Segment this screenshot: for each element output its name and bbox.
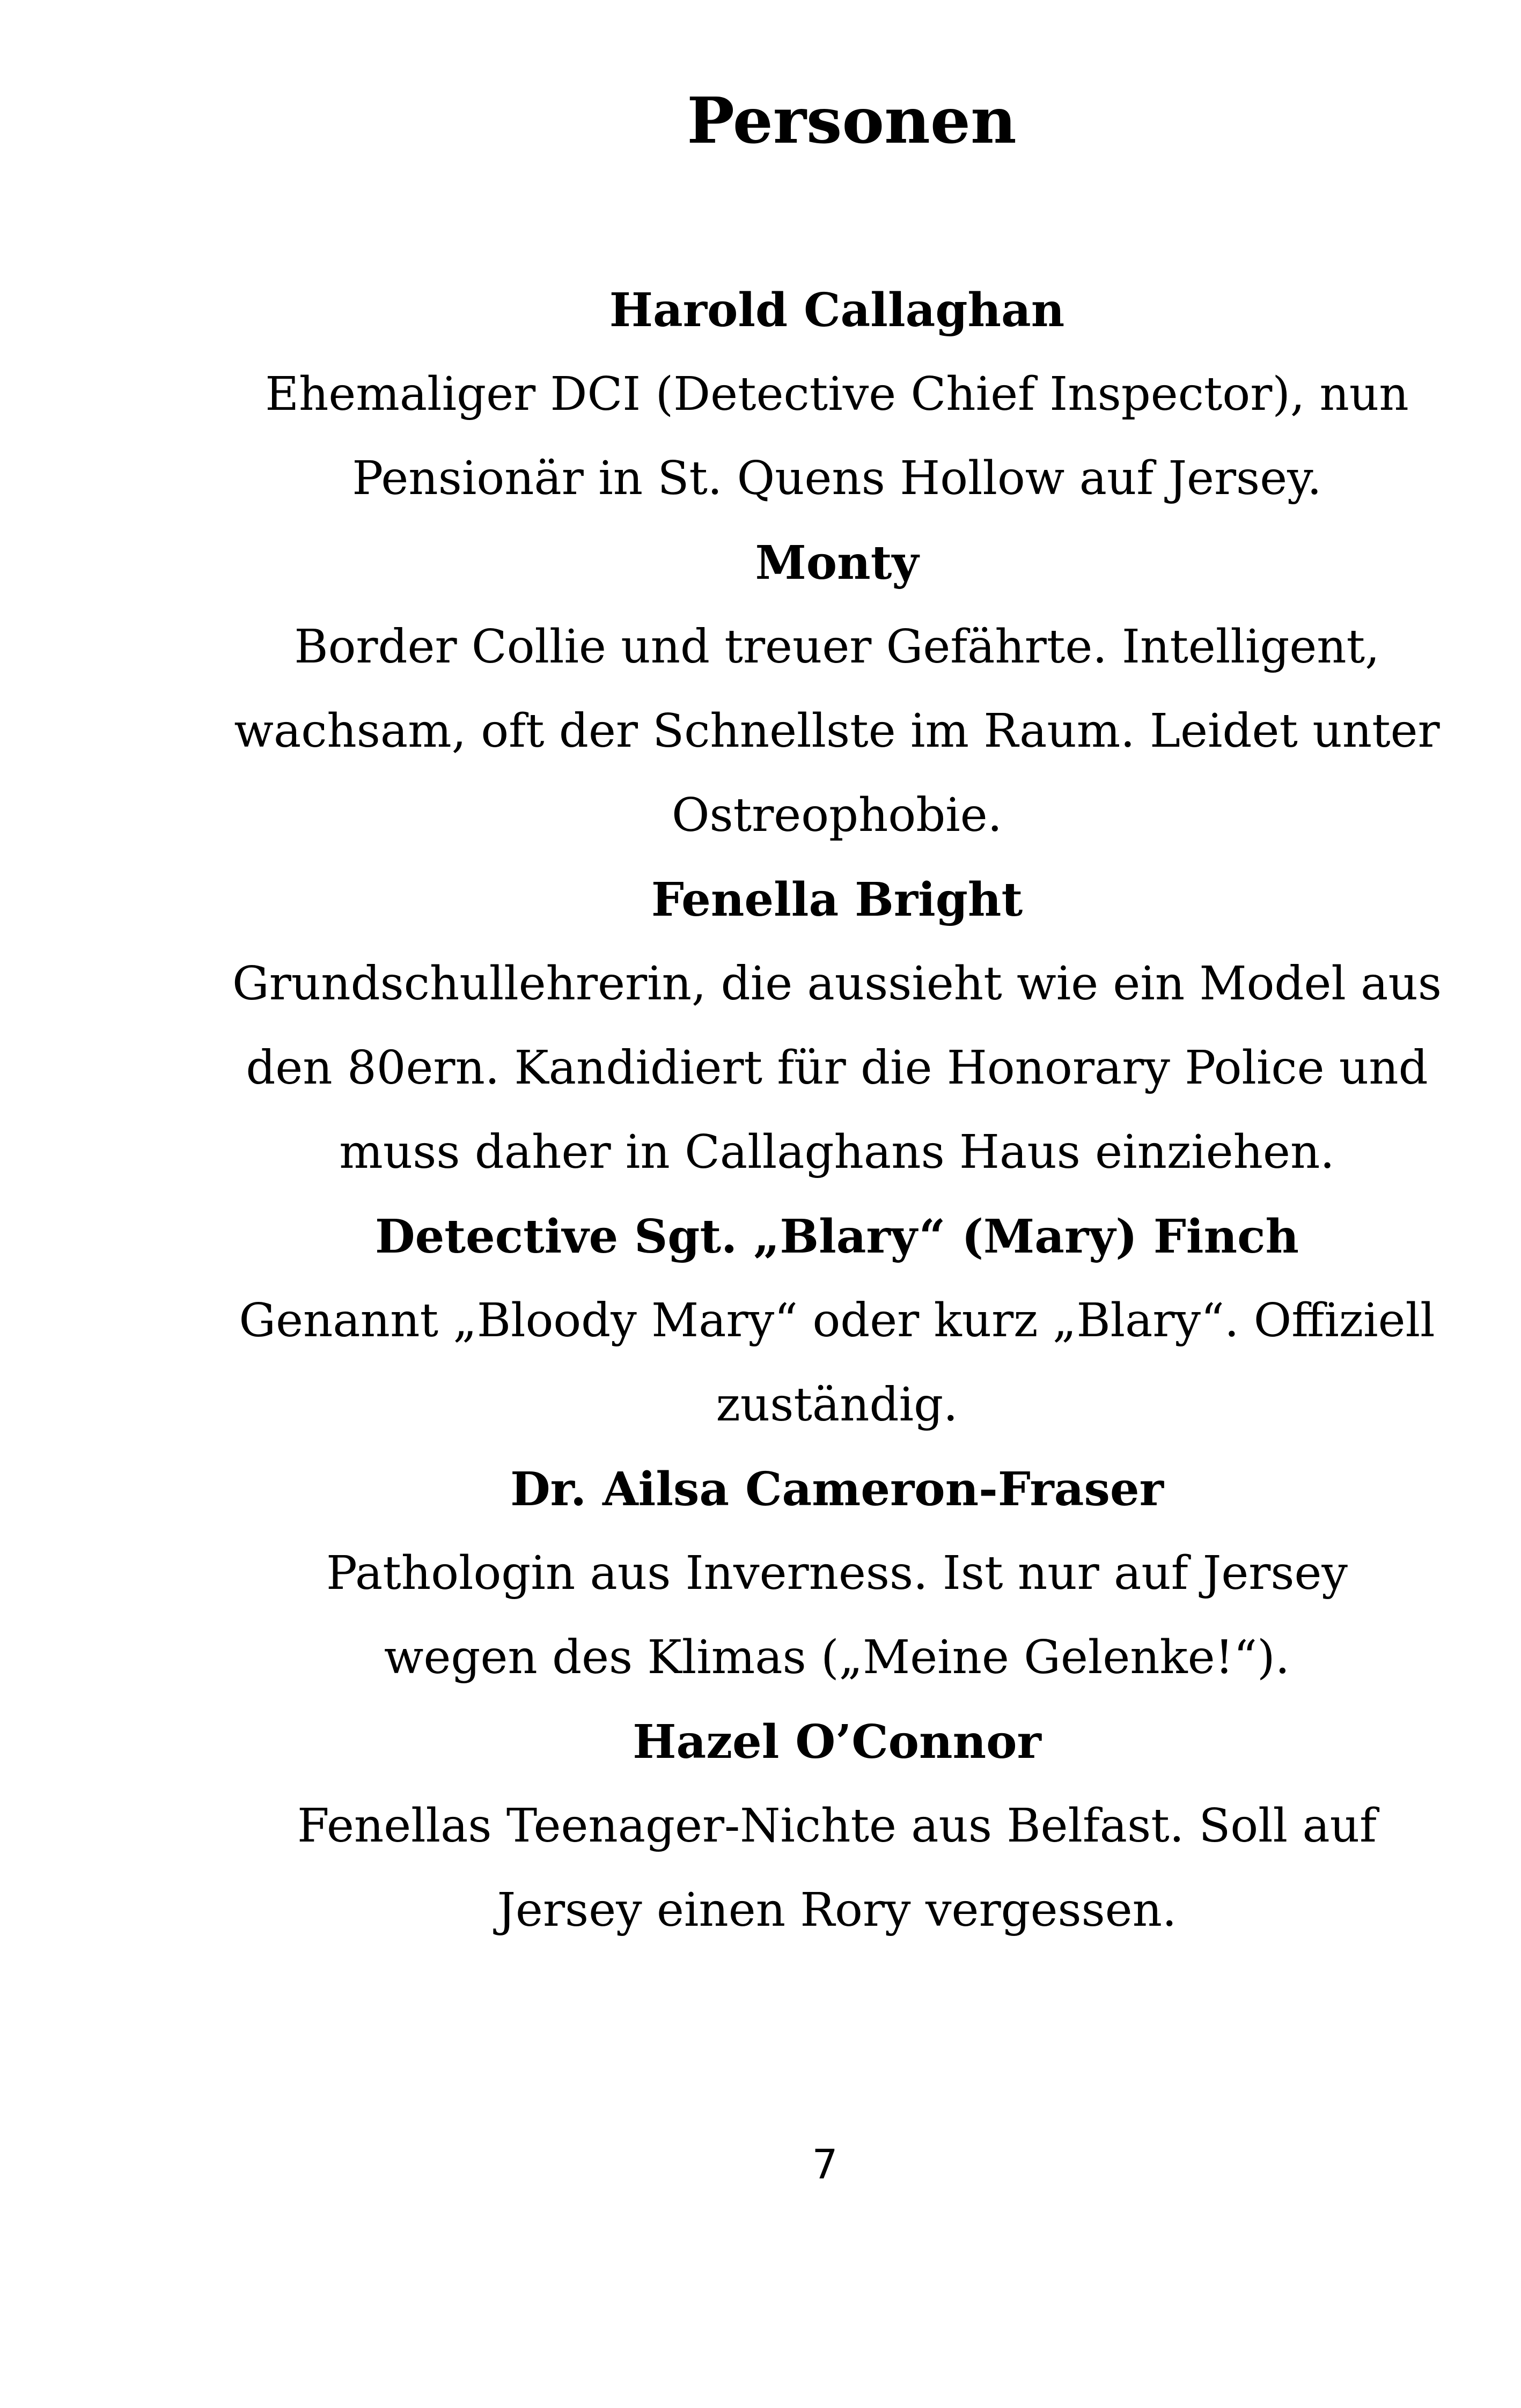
character-description-line: Jersey einen Rory vergessen.: [497, 1883, 1177, 1937]
character-entry: [225, 858, 1449, 1195]
character-description-line: Ostreophobie.: [672, 789, 1002, 842]
character-description-line: Fenellas Teenager-Nichte aus Belfast. Soll auf: [297, 1799, 1377, 1853]
character-entry: [225, 521, 1449, 858]
character-name: Harold Callaghan: [609, 283, 1065, 337]
page-title: Personen: [687, 83, 1017, 158]
character-entry: [225, 1700, 1449, 1953]
character-description-line: Grundschullehrerin, die aussieht wie ein Model aus: [232, 957, 1442, 1011]
character-description-line: Genannt „Bloody Mary“ oder kurz „Blary“. Offiziell: [239, 1294, 1435, 1347]
character-name: Dr. Ailsa Cameron-Fraser: [510, 1462, 1164, 1516]
character-entry: [225, 1447, 1449, 1700]
page-number: 7: [812, 2140, 838, 2188]
character-entry: [225, 268, 1449, 521]
character-description-line: Pensionär in St. Quens Hollow auf Jersey.: [352, 452, 1322, 505]
character-description-line: muss daher in Callaghans Haus einziehen.: [339, 1125, 1335, 1179]
character-description-line: wegen des Klimas („Meine Gelenke!“).: [384, 1631, 1290, 1684]
character-name: Monty: [755, 536, 919, 590]
character-description-line: Ehemaliger DCI (Detective Chief Inspector), nun: [265, 367, 1409, 421]
character-description-line: Pathologin aus Inverness. Ist nur auf Jersey: [326, 1547, 1348, 1600]
character-description-line: Border Collie und treuer Gefährte. Intelligent,: [294, 620, 1380, 674]
character-list: [225, 268, 1449, 1953]
character-description-line: den 80ern. Kandidiert für die Honorary Police und: [246, 1041, 1428, 1095]
character-description-line: wachsam, oft der Schnellste im Raum. Leidet unter: [234, 704, 1440, 758]
character-description-line: zuständig.: [716, 1378, 958, 1432]
character-name: Detective Sgt. „Blary“ (Mary) Finch: [374, 1210, 1299, 1264]
character-name: Fenella Bright: [651, 873, 1023, 927]
character-name: Hazel O’Connor: [633, 1715, 1041, 1769]
character-entry: [225, 1195, 1449, 1447]
